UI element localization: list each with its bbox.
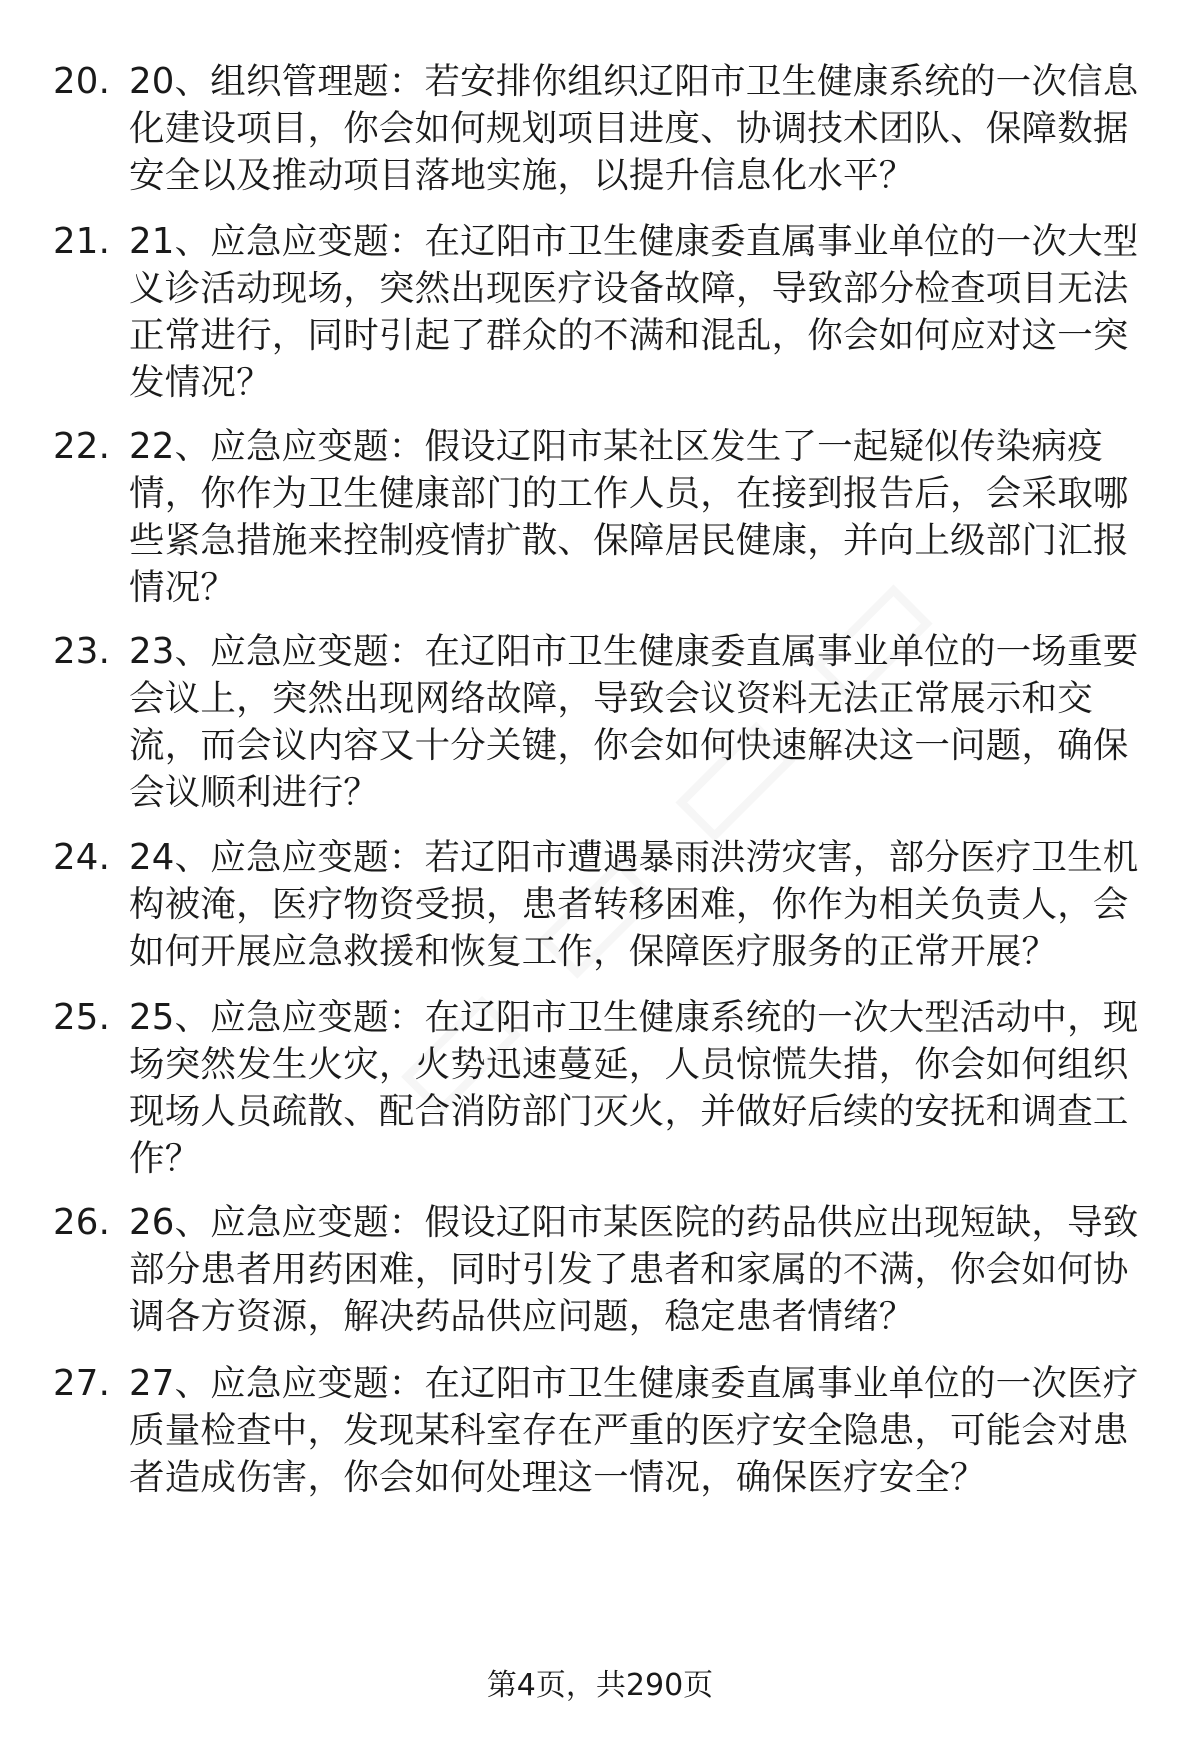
question-line: 正常进行，同时引起了群众的不满和混乱，你会如何应对这一突 [129,315,1129,356]
question-line: 25、应急应变题：在辽阳市卫生健康系统的一次大型活动中，现 [129,997,1139,1038]
question-line: 如何开展应急救援和恢复工作，保障医疗服务的正常开展？ [129,931,1058,972]
question-text [129,834,1199,975]
question-number: 22. [53,426,111,467]
question-line: 现场人员疏散、配合消防部门灭火，并做好后续的安抚和调查工 [129,1091,1129,1132]
question-line: 24、应急应变题：若辽阳市遭遇暴雨洪涝灾害，部分医疗卫生机 [129,837,1139,878]
question-text [129,218,1199,406]
question-line: 22、应急应变题：假设辽阳市某社区发生了一起疑似传染病疫 [129,426,1103,467]
question-line: 21、应急应变题：在辽阳市卫生健康委直属事业单位的一次大型 [129,221,1139,262]
question-number: 27. [53,1363,111,1404]
page-footer [0,1666,1200,1706]
question-number: 25. [53,997,111,1038]
question-line: 质量检查中，发现某科室存在严重的医疗安全隐患，可能会对患 [129,1410,1129,1451]
question-line: 26、应急应变题：假设辽阳市某医院的药品供应出现短缺，导致 [129,1202,1139,1243]
question-number: 24. [53,837,111,878]
question-line: 27、应急应变题：在辽阳市卫生健康委直属事业单位的一次医疗 [129,1363,1139,1404]
question-line: 场突然发生火灾，火势迅速蔓延，人员惊慌失措，你会如何组织 [129,1044,1129,1085]
question-line: 构被淹，医疗物资受损，患者转移困难，你作为相关负责人，会 [129,884,1129,925]
question-line: 作？ [129,1138,201,1179]
question-line: 发情况？ [129,362,272,403]
question-line: 情况？ [129,567,237,608]
question-text [129,1199,1199,1340]
question-line: 部分患者用药困难，同时引发了患者和家属的不满，你会如何协 [129,1249,1129,1290]
question-line: 调各方资源，解决药品供应问题，稳定患者情绪？ [129,1296,915,1337]
question-text [129,628,1199,816]
question-line: 者造成伤害，你会如何处理这一情况，确保医疗安全？ [129,1457,986,1498]
question-line: 23、应急应变题：在辽阳市卫生健康委直属事业单位的一场重要 [129,631,1139,672]
question-line: 20、组织管理题：若安排你组织辽阳市卫生健康系统的一次信息 [129,61,1139,102]
question-text [129,1360,1199,1501]
question-text [129,58,1199,199]
page-number-label: 第4页，共290页 [486,1668,714,1703]
question-line: 会议上，突然出现网络故障，导致会议资料无法正常展示和交 [129,678,1093,719]
question-line: 些紧急措施来控制疫情扩散、保障居民健康，并向上级部门汇报 [129,520,1129,561]
question-line: 安全以及推动项目落地实施，以提升信息化水平？ [129,155,915,196]
question-text [129,994,1199,1182]
question-text [129,423,1199,611]
question-number: 26. [53,1202,111,1243]
question-line: 义诊活动现场，突然出现医疗设备故障，导致部分检查项目无法 [129,268,1129,309]
question-line: 会议顺利进行？ [129,772,379,813]
question-number: 21. [53,221,111,262]
question-number: 20. [53,61,111,102]
question-line: 情，你作为卫生健康部门的工作人员，在接到报告后，会采取哪 [129,473,1129,514]
question-line: 化建设项目，你会如何规划项目进度、协调技术团队、保障数据 [129,108,1129,149]
question-number: 23. [53,631,111,672]
question-line: 流，而会议内容又十分关键，你会如何快速解决这一问题，确保 [129,725,1129,766]
